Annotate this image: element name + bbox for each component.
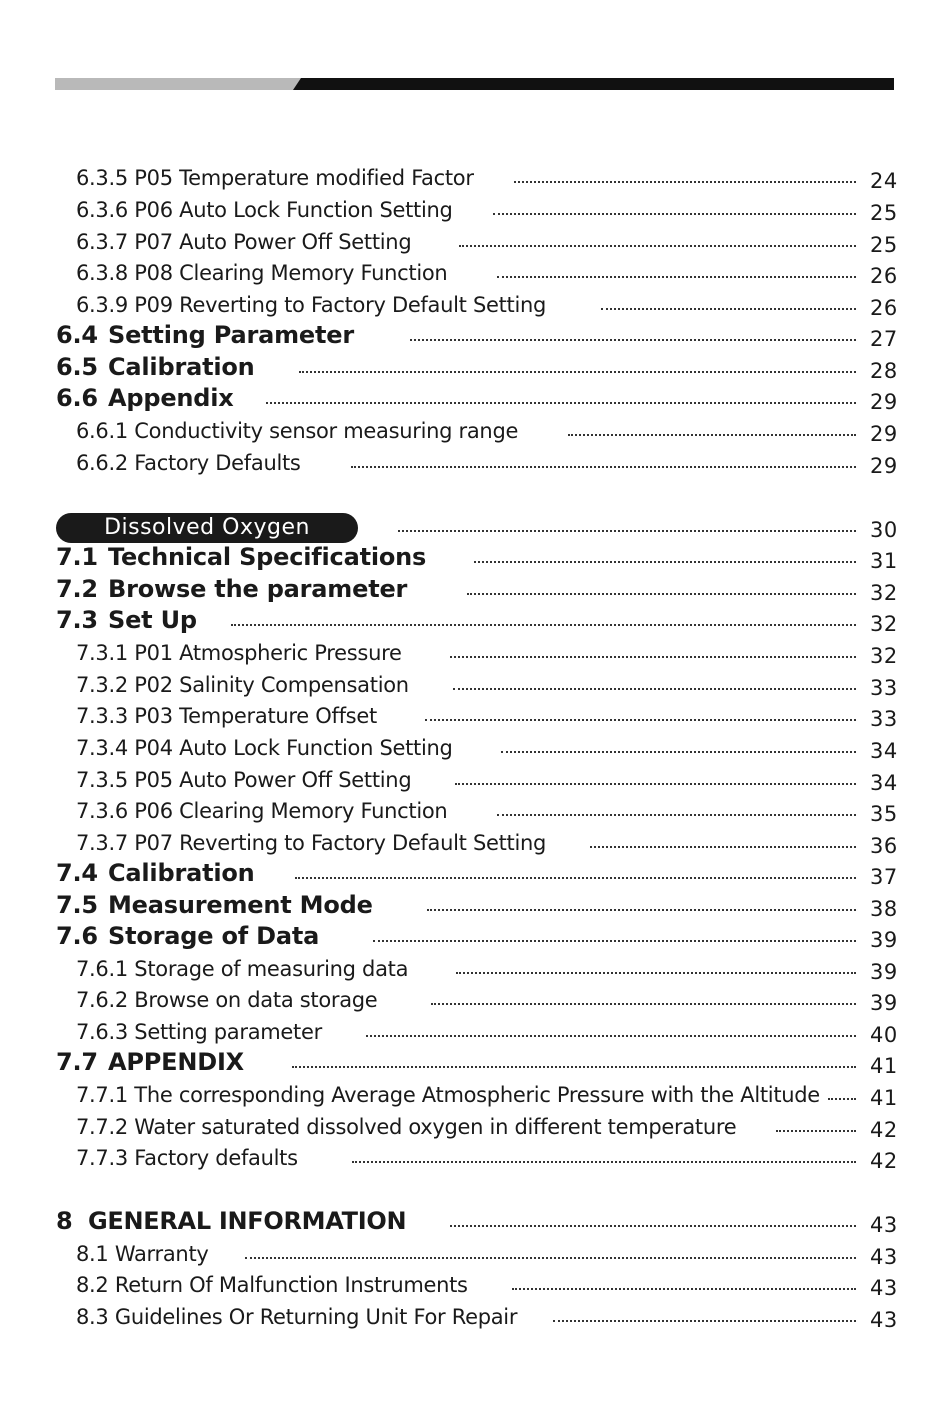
dot-leader xyxy=(351,465,856,468)
dot-leader xyxy=(425,718,856,721)
header-rule xyxy=(55,78,894,90)
toc-section-text: Set Up xyxy=(108,606,197,634)
toc-entry[interactable] xyxy=(0,922,950,953)
toc-entry[interactable] xyxy=(0,828,950,859)
toc-section-title xyxy=(0,355,255,384)
toc-page-number: 39 xyxy=(870,928,898,952)
toc-subsection-title: 6.6.2 Factory Defaults xyxy=(76,451,301,475)
toc-page-number: 33 xyxy=(870,676,898,700)
dot-leader xyxy=(601,307,856,310)
toc-entry[interactable] xyxy=(0,290,950,321)
toc-subsection-title: 7.3.1 P01 Atmospheric Pressure xyxy=(76,641,402,665)
toc-subsection-title: 7.7.2 Water saturated dissolved oxygen in different temperature xyxy=(76,1115,737,1139)
toc-entry[interactable] xyxy=(0,1207,950,1238)
toc-page-number: 39 xyxy=(870,991,898,1015)
toc-section-number: 6.5 xyxy=(56,353,98,381)
section-banner-label: Dissolved Oxygen xyxy=(56,513,358,543)
toc-page-number: 32 xyxy=(870,581,898,605)
toc-page-number: 25 xyxy=(870,233,898,257)
dot-leader xyxy=(497,813,856,816)
toc-entry[interactable] xyxy=(0,1239,950,1270)
toc-page-number: 30 xyxy=(870,518,898,542)
toc-page-number: 41 xyxy=(870,1054,898,1078)
toc-section-number: 7.1 xyxy=(56,543,98,571)
toc-subsection-title: 8.2 Return Of Malfunction Instruments xyxy=(76,1273,468,1297)
toc-page-number: 32 xyxy=(870,644,898,668)
toc-section-text: Technical Specifications xyxy=(108,543,427,571)
toc-page-number: 34 xyxy=(870,739,898,763)
toc-subsection-title: 7.7.3 Factory defaults xyxy=(76,1146,298,1170)
toc-page-number: 26 xyxy=(870,264,898,288)
toc-page-number: 35 xyxy=(870,802,898,826)
toc-entry[interactable] xyxy=(0,416,950,447)
toc-subsection-title: 6.3.6 P06 Auto Lock Function Setting xyxy=(76,198,453,222)
toc-chapter-title xyxy=(0,1209,406,1238)
toc-entry[interactable] xyxy=(0,195,950,226)
toc-section-title xyxy=(0,1050,244,1079)
toc-entry[interactable] xyxy=(0,1080,950,1111)
toc-page-number: 26 xyxy=(870,296,898,320)
toc-page-number: 36 xyxy=(870,834,898,858)
toc-page-number: 41 xyxy=(870,1086,898,1110)
dot-leader xyxy=(398,529,856,532)
dot-leader xyxy=(431,1002,856,1005)
toc-page-number: 28 xyxy=(870,359,898,383)
toc-entry[interactable] xyxy=(0,796,950,827)
toc-entry[interactable] xyxy=(0,1143,950,1174)
toc-entry[interactable] xyxy=(0,638,950,669)
toc-section-text: GENERAL INFORMATION xyxy=(88,1207,407,1235)
toc-entry[interactable] xyxy=(0,765,950,796)
toc-subsection-title: 6.3.9 P09 Reverting to Factory Default Setting xyxy=(76,293,547,317)
toc-subsection-title: 7.3.5 P05 Auto Power Off Setting xyxy=(76,768,412,792)
dot-leader xyxy=(776,1129,856,1132)
dot-leader xyxy=(450,1224,856,1227)
dot-leader xyxy=(497,275,856,278)
toc-section-number: 7.2 xyxy=(56,575,98,603)
toc-subsection-title: 7.6.1 Storage of measuring data xyxy=(76,957,409,981)
toc-subsection-title: 6.3.7 P07 Auto Power Off Setting xyxy=(76,230,412,254)
toc-section-number: 7.3 xyxy=(56,606,98,634)
dot-leader xyxy=(410,338,856,341)
toc-section-title xyxy=(0,608,197,637)
toc-section-number: 7.4 xyxy=(56,859,98,887)
toc-page-number: 42 xyxy=(870,1118,898,1142)
dot-leader xyxy=(590,845,856,848)
toc-section-title xyxy=(0,545,426,574)
dot-leader xyxy=(453,687,856,690)
toc-entry[interactable] xyxy=(0,606,950,637)
toc-subsection-title: 7.3.2 P02 Salinity Compensation xyxy=(76,673,409,697)
toc-entry[interactable] xyxy=(0,701,950,732)
toc-entry[interactable] xyxy=(0,512,950,543)
toc-subsection-title: 6.3.5 P05 Temperature modified Factor xyxy=(76,166,474,190)
toc-entry[interactable] xyxy=(0,448,950,479)
toc-entry[interactable] xyxy=(0,891,950,922)
dot-leader xyxy=(493,212,856,215)
toc-page-number: 43 xyxy=(870,1213,898,1237)
toc-section-text: Setting Parameter xyxy=(108,321,354,349)
toc-entry[interactable] xyxy=(0,733,950,764)
toc-section-text: APPENDIX xyxy=(108,1048,244,1076)
toc-entry[interactable] xyxy=(0,670,950,701)
toc-subsection-title: 7.6.2 Browse on data storage xyxy=(76,988,378,1012)
toc-entry[interactable] xyxy=(0,227,950,258)
dot-leader xyxy=(467,592,856,595)
dot-leader xyxy=(299,370,856,373)
dot-leader xyxy=(450,655,856,658)
dot-leader xyxy=(459,244,856,247)
toc-page-number: 43 xyxy=(870,1308,898,1332)
toc-section-text: Storage of Data xyxy=(108,922,320,950)
toc-subsection-title: 7.3.7 P07 Reverting to Factory Default Setting xyxy=(76,831,547,855)
toc-subsection-title: 8.3 Guidelines Or Returning Unit For Repair xyxy=(76,1305,518,1329)
header-rule-black-segment xyxy=(293,78,894,90)
dot-leader xyxy=(512,1287,856,1290)
toc-subsection-title: 6.6.1 Conductivity sensor measuring range xyxy=(76,419,519,443)
dot-leader xyxy=(373,939,856,942)
dot-leader xyxy=(828,1097,856,1100)
dot-leader xyxy=(352,1160,856,1163)
dot-leader xyxy=(366,1034,856,1037)
toc-entry[interactable] xyxy=(0,859,950,890)
toc-subsection-title: 7.3.3 P03 Temperature Offset xyxy=(76,704,377,728)
toc-page-number: 43 xyxy=(870,1245,898,1269)
toc-section-title xyxy=(0,323,354,352)
toc-section-text: Browse the parameter xyxy=(108,575,408,603)
toc-page-number: 29 xyxy=(870,390,898,414)
dot-leader xyxy=(568,433,856,436)
toc-section-text: Calibration xyxy=(108,859,255,887)
dot-leader xyxy=(427,908,856,911)
toc-entry[interactable] xyxy=(0,1048,950,1079)
dot-leader xyxy=(456,971,856,974)
toc-section-text: Appendix xyxy=(108,384,234,412)
toc-entry[interactable] xyxy=(0,1270,950,1301)
toc-subsection-title: 8.1 Warranty xyxy=(76,1242,209,1266)
toc-page-number: 32 xyxy=(870,612,898,636)
toc-entry[interactable] xyxy=(0,543,950,574)
toc-entry[interactable] xyxy=(0,384,950,415)
toc-entry[interactable] xyxy=(0,985,950,1016)
dot-leader xyxy=(292,1065,856,1068)
dot-leader xyxy=(553,1319,856,1322)
toc-section-number: 7.6 xyxy=(56,922,98,950)
toc-section-title xyxy=(0,386,234,415)
toc-page-number: 27 xyxy=(870,327,898,351)
toc-entry[interactable] xyxy=(0,954,950,985)
section-banner xyxy=(0,513,358,543)
dot-leader xyxy=(231,623,856,626)
toc-entry[interactable] xyxy=(0,353,950,384)
toc-entry[interactable] xyxy=(0,163,950,194)
toc-entry[interactable] xyxy=(0,1112,950,1143)
toc-entry[interactable] xyxy=(0,1017,950,1048)
toc-page-number: 33 xyxy=(870,707,898,731)
toc-section-number: 7.5 xyxy=(56,891,98,919)
toc-page-number: 42 xyxy=(870,1149,898,1173)
toc-section-title xyxy=(0,577,407,606)
dot-leader xyxy=(455,782,856,785)
toc-section-text: Measurement Mode xyxy=(108,891,373,919)
toc-page-number: 29 xyxy=(870,454,898,478)
dot-leader xyxy=(501,750,856,753)
toc-section-number: 7.7 xyxy=(56,1048,98,1076)
toc-section-number: 6.4 xyxy=(56,321,98,349)
toc-subsection-title: 7.6.3 Setting parameter xyxy=(76,1020,322,1044)
dot-leader xyxy=(245,1256,856,1259)
toc-subsection-title: 7.3.6 P06 Clearing Memory Function xyxy=(76,799,448,823)
toc-section-title xyxy=(0,861,255,890)
dot-leader xyxy=(295,876,856,879)
dot-leader xyxy=(266,401,856,404)
toc-page-number: 24 xyxy=(870,169,898,193)
toc-page-number: 38 xyxy=(870,897,898,921)
toc-section-title xyxy=(0,893,373,922)
toc-page-number: 39 xyxy=(870,960,898,984)
toc-section-title xyxy=(0,924,319,953)
toc-page-number: 37 xyxy=(870,865,898,889)
toc-subsection-title: 7.7.1 The corresponding Average Atmospheric Pressure with the Altitude xyxy=(76,1083,820,1107)
toc-section-number: 6.6 xyxy=(56,384,98,412)
toc-section-number: 8 xyxy=(56,1207,73,1235)
toc-page-number: 34 xyxy=(870,771,898,795)
toc-entry[interactable] xyxy=(0,1302,950,1333)
header-rule-grey-segment xyxy=(55,78,305,90)
toc-entry[interactable] xyxy=(0,321,950,352)
dot-leader xyxy=(474,560,856,563)
toc-page-number: 43 xyxy=(870,1276,898,1300)
toc-page-number: 25 xyxy=(870,201,898,225)
toc-subsection-title: 7.3.4 P04 Auto Lock Function Setting xyxy=(76,736,453,760)
toc-page-number: 40 xyxy=(870,1023,898,1047)
toc-subsection-title: 6.3.8 P08 Clearing Memory Function xyxy=(76,261,448,285)
toc-entry[interactable] xyxy=(0,258,950,289)
dot-leader xyxy=(514,180,856,183)
toc-page-number: 29 xyxy=(870,422,898,446)
toc-page-number: 31 xyxy=(870,549,898,573)
toc-entry[interactable] xyxy=(0,575,950,606)
toc-section-text: Calibration xyxy=(108,353,255,381)
